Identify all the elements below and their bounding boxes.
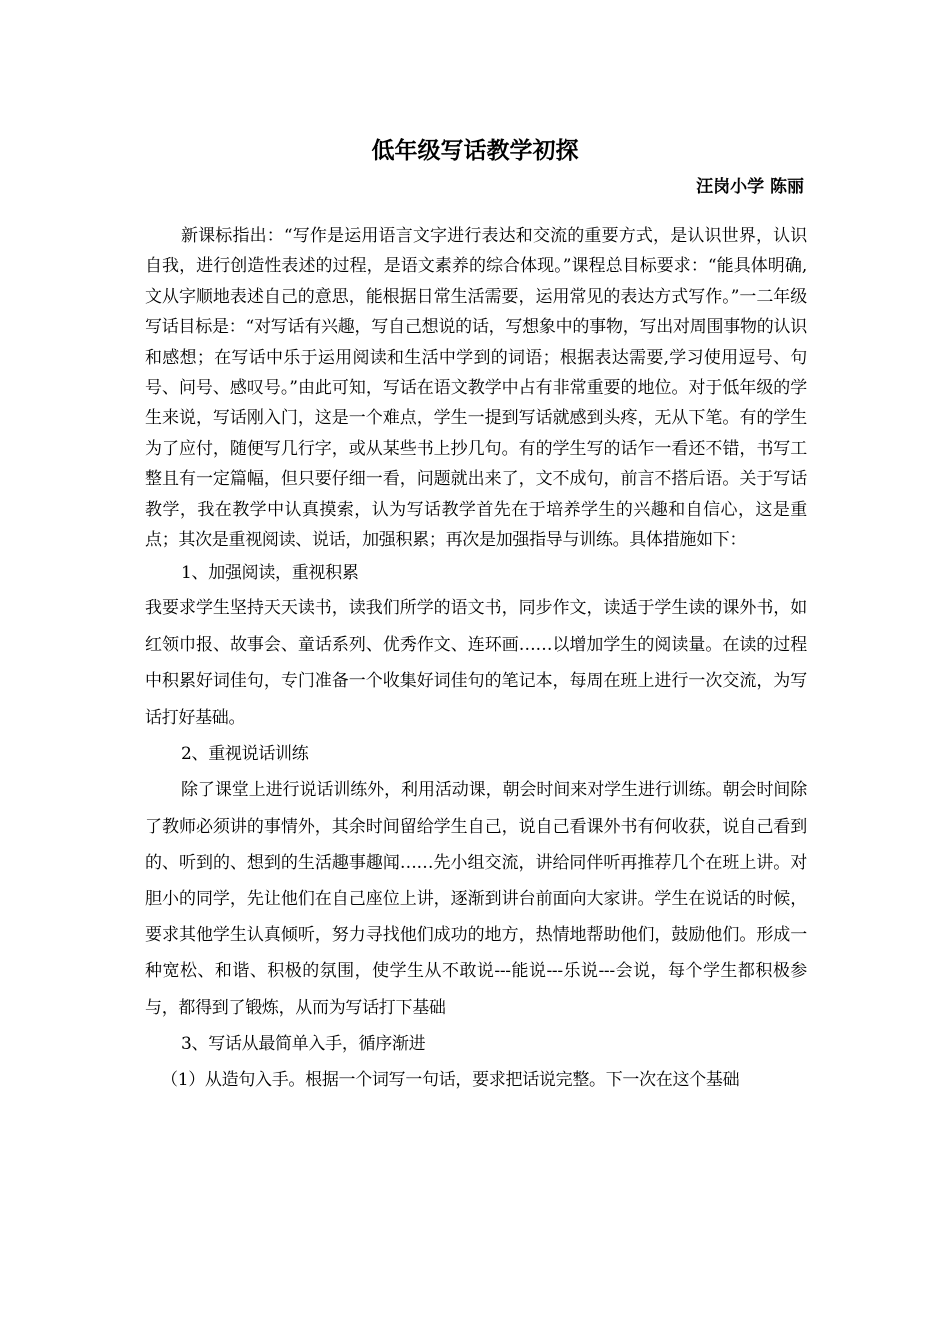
section-heading-2: 2、重视说话训练 — [181, 744, 309, 765]
paragraph-subitem-1: （1）从造句入手。根据一个词写一句话，要求把话说完整。下一次在这个基础 — [161, 1069, 740, 1090]
section-heading-3: 3、写话从最简单入手，循序渐进 — [181, 1033, 426, 1054]
section-heading-1: 1、加强阅读，重视积累 — [181, 563, 359, 584]
document-title: 低年级写话教学初探 — [371, 138, 579, 164]
paragraph-section-1: 我要求学生坚持天天读书，读我们所学的语文书，同步作文，读适于学生读的课外书，如红领巾报、故事会、童话系列、优秀作文、连环画……以增加学生的阅读量。在读的过程中积累好词佳句，专门准备一个收集好词佳句的笔记本，每周在班上进行一次交流，为写话打好基础。 — [145, 598, 807, 728]
paragraph-intro: 新课标指出：“写作是运用语言文字进行表达和交流的重要方式，是认识世界，认识自我，进行创造性表述的过程，是语文素养的综合体现。”课程总目标要求：“能具体明确,文从字顺地表述自己的意思，能根据日常生活需要，运用常见的表达方式写作。”一二年级写话目标是：“对写话有兴趣，写自己想说的话，写想象中的事物，写出对周围事物的认识和感想；在写话中乐于运用阅读和生活中学到的词语；根据表达需要,学习使用逗号、句号、问号、感叹号。”由此可知，写话在语文教学中占有非常重要的地位。对于低年级的学生来说，写话刚入门，这是一个难点，学生一提到写话就感到头疼，无从下笔。有的学生为了应付，随便写几行字，或从某些书上抄几句。有的学生写的话乍一看还不错，书写工整且有一定篇幅，但只要仔细一看，问题就出来了，文不成句，前言不搭后语。关于写话教学，我在教学中认真摸索，认为写话教学首先在于培养学生的兴趣和自信心，这是重点；其次是重视阅读、说话，加强积累；再次是加强指导与训练。具体措施如下： — [145, 226, 808, 551]
paragraph-section-2: 除了课堂上进行说话训练外，利用活动课，朝会时间来对学生进行训练。朝会时间除了教师必须讲的事情外，其余时间留给学生自己，说自己看课外书有何收获，说自己看到的、听到的、想到的生活趣事趣闻……先小组交流，讲给同伴听再推荐几个在班上讲。对胆小的同学，先让他们在自己座位上讲，逐渐到讲台前面向大家讲。学生在说话的时候，要求其他学生认真倾听，努力寻找他们成功的地方，热情地帮助他们，鼓励他们。形成一种宽松、和谐、积极的氛围，使学生从不敢说---能说---乐说---会说，每个学生都积极参与，都得到了锻炼，从而为写话打下基础 — [145, 780, 807, 1018]
document-body — [145, 221, 807, 1098]
author-line: 汪岗小学 陈丽 — [696, 177, 804, 197]
